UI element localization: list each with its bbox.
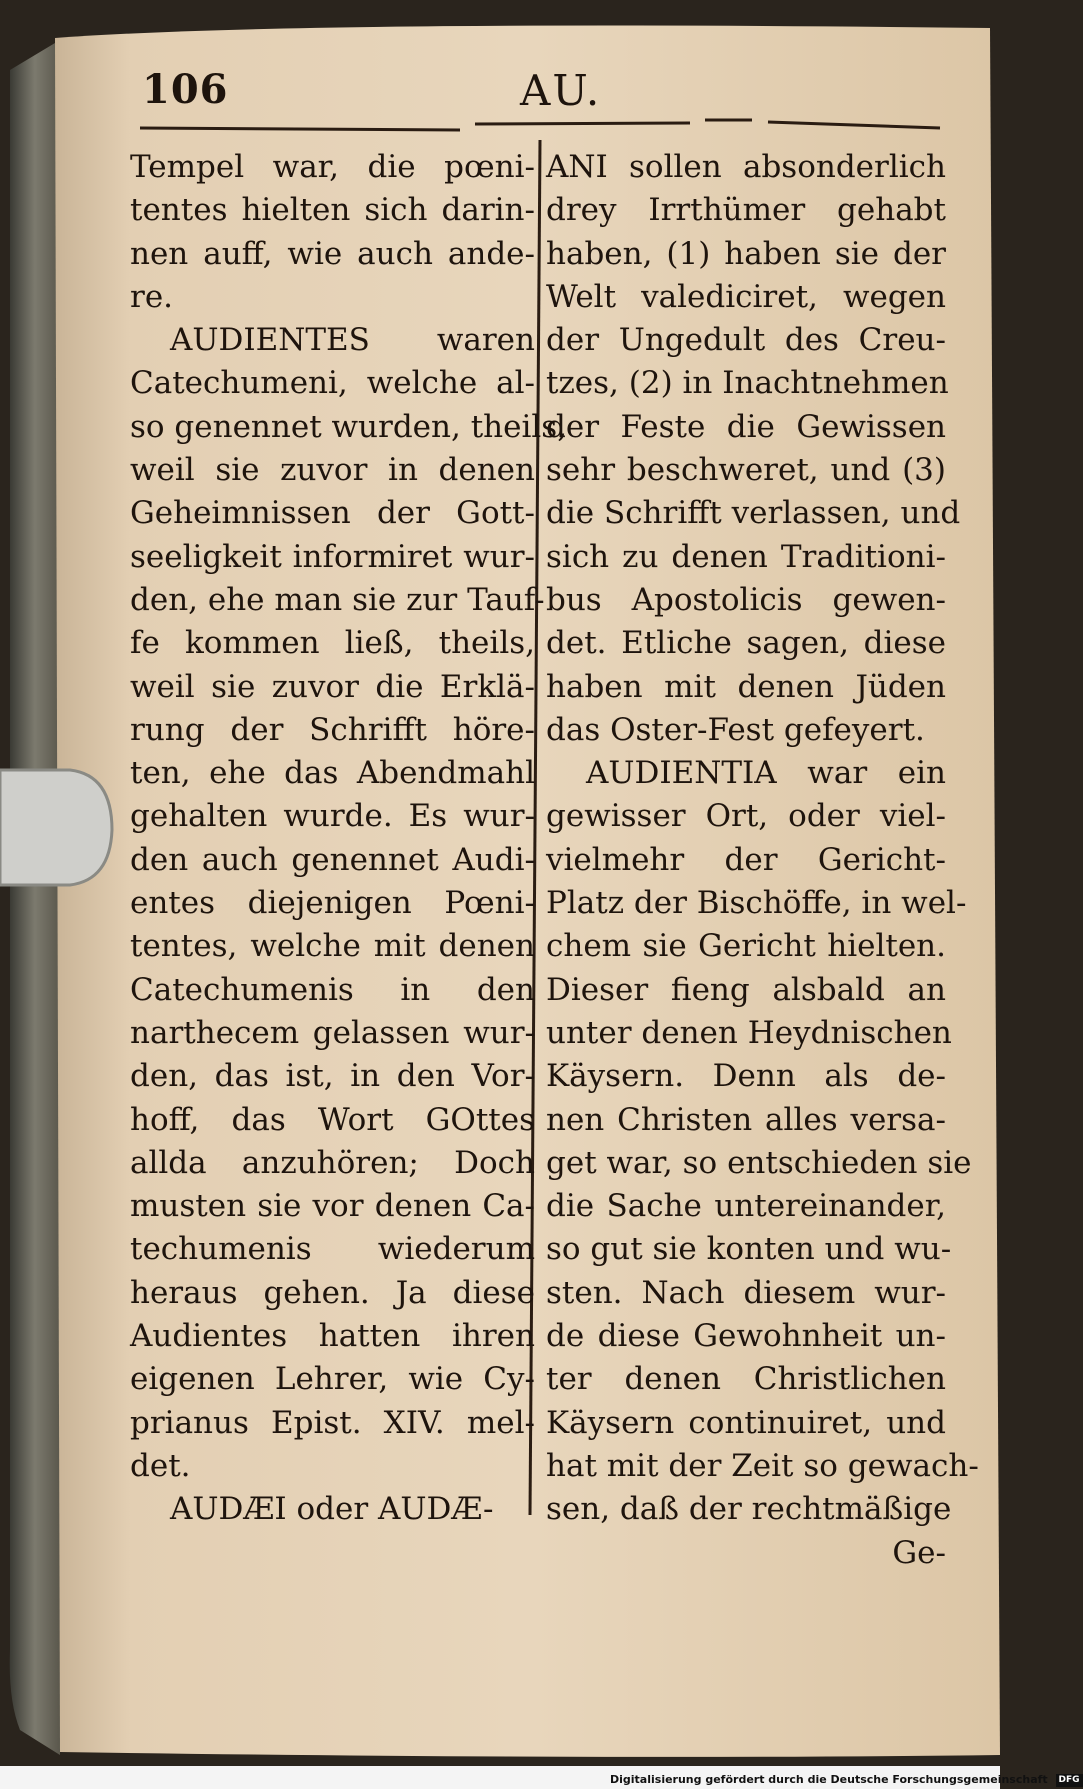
text-line: Catechumenis in den	[130, 971, 535, 1008]
text-line: entes diejenigen Pœni-	[130, 885, 535, 922]
text-line: Geheimnissen der Gott-	[130, 495, 535, 532]
text-line: weil sie zuvor die Erklä-	[130, 668, 535, 705]
text-line: Welt valediciret, wegen	[546, 278, 946, 315]
digitization-credit	[610, 1772, 1080, 1788]
text-line: haben mit denen Jüden	[546, 668, 946, 705]
text-line: den, ehe man sie zur Tauf-	[130, 581, 545, 618]
text-line: unter denen Heydnischen	[546, 1014, 952, 1051]
text-line: Tempel war, die pœni-	[130, 149, 535, 185]
text-line: den, das ist, in den Vor-	[130, 1058, 535, 1095]
text-line: rung der Schrifft höre-	[130, 711, 535, 748]
right-column	[546, 146, 979, 1575]
text-line: eigenen Lehrer, wie Cy-	[130, 1361, 535, 1398]
credit-text: Digitalisierung gefördert durch die Deutsche Forschungsgemeinschaft	[610, 1773, 1048, 1786]
text-line: sehr beschweret, und (3)	[546, 452, 946, 489]
text-line: nen auff, wie auch ande-	[130, 235, 535, 272]
left-column	[130, 146, 568, 1532]
text-line: die Sache untereinander,	[546, 1188, 946, 1225]
text-line: nen Christen alles versa-	[546, 1101, 946, 1138]
text-line: ten, ehe das Abendmahl	[130, 755, 535, 792]
text-line: hat mit der Zeit so gewach-	[546, 1447, 979, 1484]
text-line: haben, (1) haben sie der	[546, 235, 946, 272]
text-line: so genennet wurden, theils,	[130, 408, 568, 445]
text-line: det.	[130, 1447, 191, 1484]
text-line: Käysern. Denn als de-	[546, 1058, 946, 1095]
text-line: de diese Gewohnheit un-	[546, 1318, 946, 1355]
text-line: get war, so entschieden sie	[546, 1144, 972, 1181]
text-line: AUDIENTES waren	[170, 322, 535, 359]
text-line: ANI sollen absonderlich	[546, 149, 946, 185]
text-line: drey Irrthümer gehabt	[546, 192, 946, 229]
text-line: sten. Nach diesem wur-	[546, 1274, 946, 1311]
text-line: ter denen Christlichen	[546, 1361, 946, 1398]
text-line: techumenis wiederum	[130, 1231, 535, 1268]
text-line: heraus gehen. Ja diese	[130, 1274, 535, 1311]
text-line: tentes, welche mit denen	[130, 928, 535, 965]
text-line: gewisser Ort, oder viel-	[546, 798, 946, 835]
text-line: der Feste die Gewissen	[546, 408, 946, 445]
running-title: AU.	[520, 66, 602, 115]
text-line: re.	[130, 278, 174, 315]
text-line: Ge-	[892, 1534, 946, 1571]
text-line: vielmehr der Gericht-	[546, 841, 946, 878]
text-line: sen, daß der rechtmäßige	[546, 1491, 952, 1528]
text-line: gehalten wurde. Es wur-	[130, 798, 535, 835]
text-line: chem sie Gericht hielten.	[546, 928, 946, 965]
text-line: prianus Epist. XIV. mel-	[130, 1404, 535, 1441]
text-line: AUDIENTIA war ein	[586, 755, 946, 792]
text-line: narthecem gelassen wur-	[130, 1014, 535, 1051]
text-line: der Ungedult des Creu-	[546, 322, 946, 359]
text-line: sich zu denen Traditioni-	[546, 538, 946, 575]
page-number: 106	[142, 66, 229, 113]
text-line: Audientes hatten ihren	[130, 1318, 535, 1355]
text-line: fe kommen ließ, theils,	[130, 625, 535, 662]
text-line: tentes hielten sich darin-	[130, 192, 535, 229]
text-line: AUDÆI oder AUDÆ-	[170, 1491, 494, 1528]
text-line: Platz der Bischöffe, in wel-	[546, 885, 967, 922]
text-line: seeligkeit informiret wur-	[130, 538, 535, 575]
text-line: Dieser fieng alsbald an	[546, 971, 946, 1008]
text-line: det. Etliche sagen, diese	[546, 625, 946, 662]
text-line: die Schrifft verlassen, und	[546, 495, 961, 532]
dfg-logo: DFG	[1056, 1774, 1083, 1787]
text-line: allda anzuhören; Doch	[130, 1144, 535, 1181]
text-line: den auch genennet Audi-	[130, 841, 535, 878]
text-line: so gut sie konten und wu-	[546, 1231, 952, 1268]
text-line: bus Apostolicis gewen-	[546, 581, 946, 618]
text-line: das Oster-Fest gefeyert.	[546, 711, 925, 748]
text-line: musten sie vor denen Ca-	[130, 1188, 535, 1225]
text-line: Catechumeni, welche al-	[130, 365, 535, 402]
text-line: tzes, (2) in Inachtnehmen	[546, 365, 949, 402]
text-line: hoff, das Wort GOttes	[130, 1101, 535, 1138]
text-line: Käysern continuiret, und	[546, 1404, 946, 1441]
text-line: weil sie zuvor in denen	[130, 452, 535, 489]
